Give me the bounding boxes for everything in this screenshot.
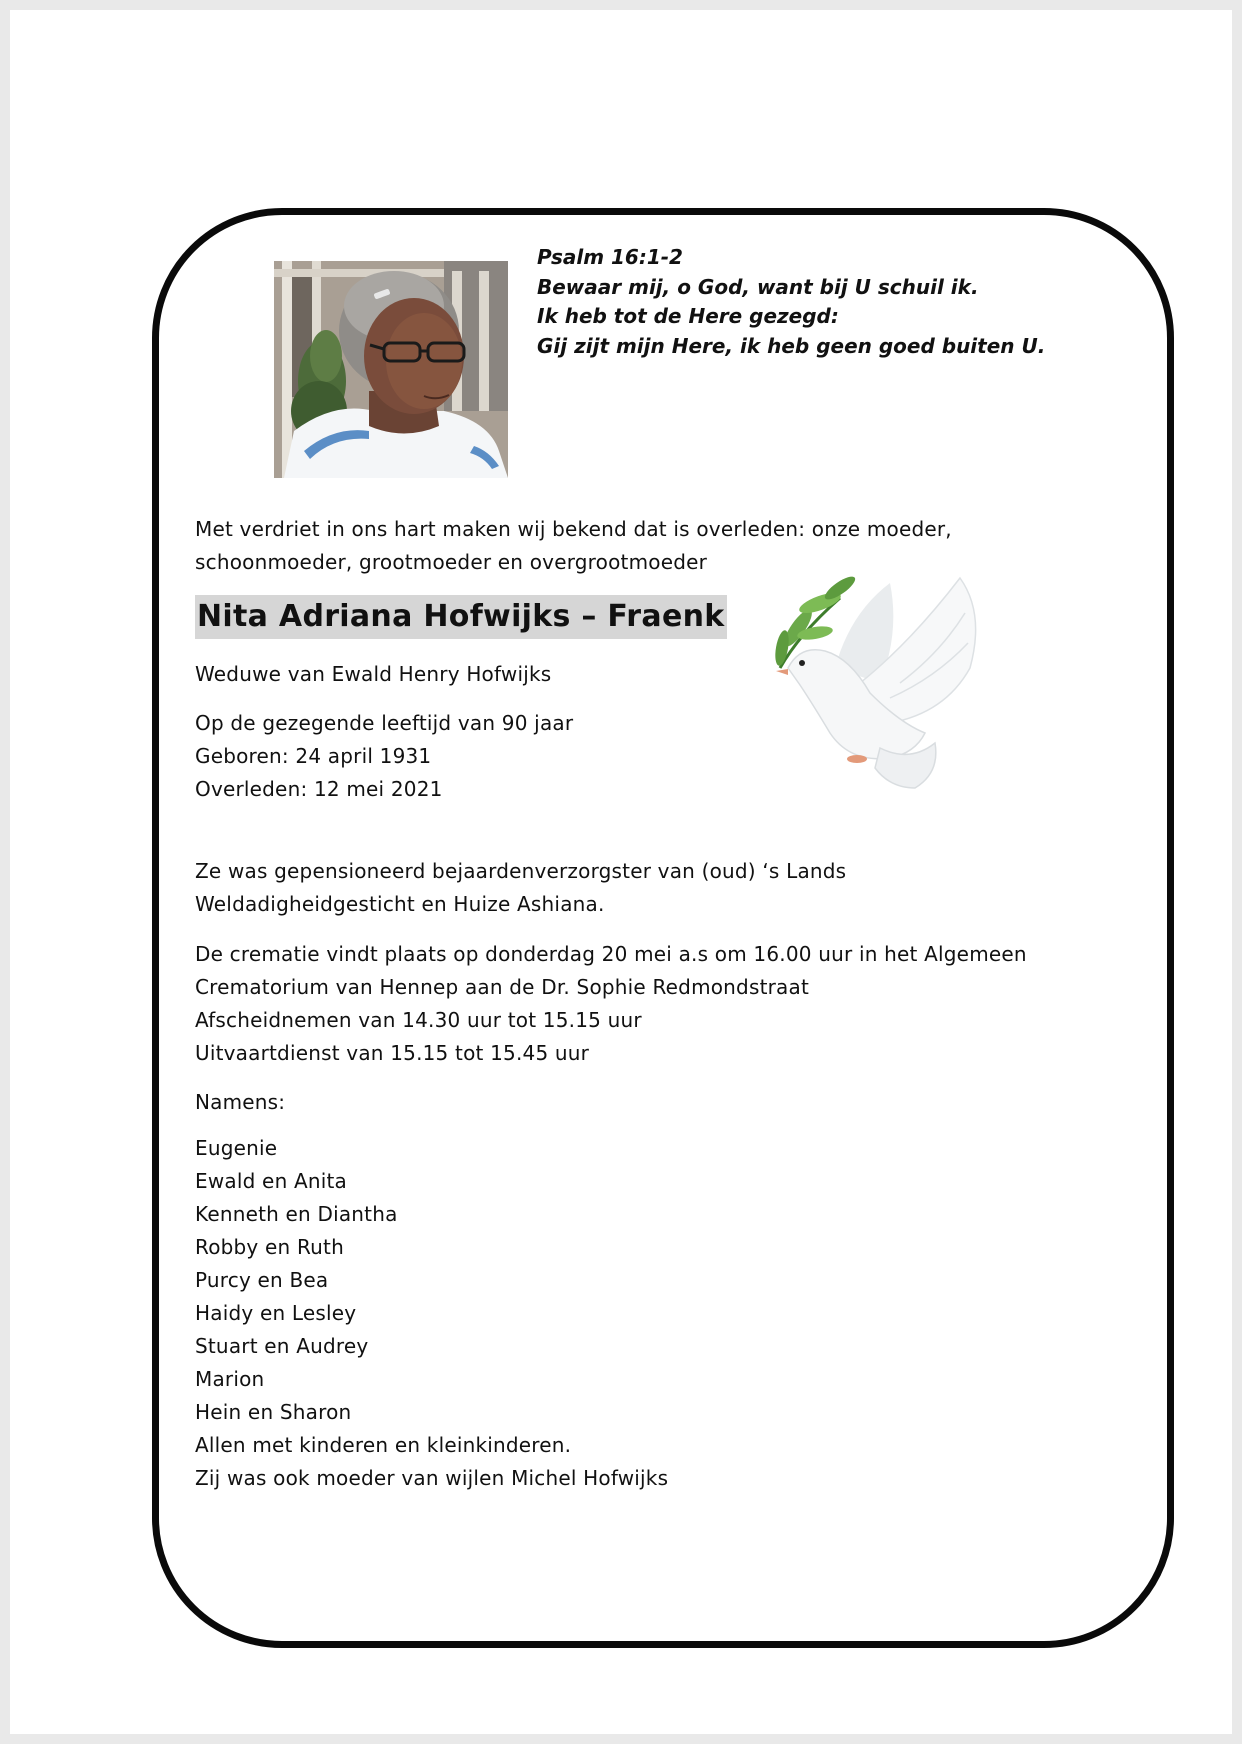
- dove-with-olive-branch-icon: [740, 573, 996, 805]
- family-list: [195, 1132, 668, 1495]
- work-line: Ze was gepensioneerd bejaardenverzorgster van (oud) ‘s Lands: [195, 859, 847, 883]
- announcement-line: schoonmoeder, grootmoeder en overgrootmoeder: [195, 550, 708, 574]
- deceased-name: Nita Adriana Hofwijks – Fraenk: [195, 595, 727, 639]
- psalm-line: Gij zijt mijn Here, ik heb geen goed buiten U.: [537, 333, 1046, 358]
- psalm-line: Bewaar mij, o God, want bij U schuil ik.: [537, 274, 979, 299]
- cremation-line: Crematorium van Hennep aan de Dr. Sophie Redmondstraat: [195, 975, 809, 999]
- age-and-dates: [195, 707, 573, 806]
- psalm-line: Ik heb tot de Here gezegd:: [537, 304, 839, 328]
- list-item: Hein en Sharon: [195, 1400, 352, 1424]
- portrait-photo: [274, 261, 508, 478]
- announcement-line: Met verdriet in ons hart maken wij bekend dat is overleden: onze moeder,: [195, 517, 952, 541]
- work-description: [195, 855, 846, 921]
- list-item: Zij was ook moeder van wijlen Michel Hofwijks: [195, 1466, 669, 1490]
- service-time-line: Uitvaartdienst van 15.15 tot 15.45 uur: [195, 1041, 590, 1065]
- birth-date-line: Geboren: 24 april 1931: [195, 744, 432, 768]
- death-date-line: Overleden: 12 mei 2021: [195, 777, 443, 801]
- list-item: Haidy en Lesley: [195, 1301, 357, 1325]
- cremation-line: De crematie vindt plaats op donderdag 20 mei a.s om 16.00 uur in het Algemeen: [195, 942, 1027, 966]
- widow-line: Weduwe van Ewald Henry Hofwijks: [195, 662, 552, 686]
- psalm-reference: Psalm 16:1-2: [537, 245, 683, 269]
- list-item: Robby en Ruth: [195, 1235, 344, 1259]
- list-item: Allen met kinderen en kleinkinderen.: [195, 1433, 572, 1457]
- list-item: Purcy en Bea: [195, 1268, 329, 1292]
- announcement-text: [195, 513, 1015, 579]
- list-item: Eugenie: [195, 1136, 278, 1160]
- namens-label: Namens:: [195, 1090, 286, 1114]
- list-item: Ewald en Anita: [195, 1169, 348, 1193]
- cremation-details: [195, 938, 1027, 1070]
- list-item: Marion: [195, 1367, 265, 1391]
- work-line: Weldadigheidgesticht en Huize Ashiana.: [195, 892, 605, 916]
- age-line: Op de gezegende leeftijd van 90 jaar: [195, 711, 574, 735]
- psalm-quote: [537, 243, 1157, 361]
- farewell-time-line: Afscheidnemen van 14.30 uur tot 15.15 uur: [195, 1008, 642, 1032]
- list-item: Stuart en Audrey: [195, 1334, 369, 1358]
- list-item: Kenneth en Diantha: [195, 1202, 398, 1226]
